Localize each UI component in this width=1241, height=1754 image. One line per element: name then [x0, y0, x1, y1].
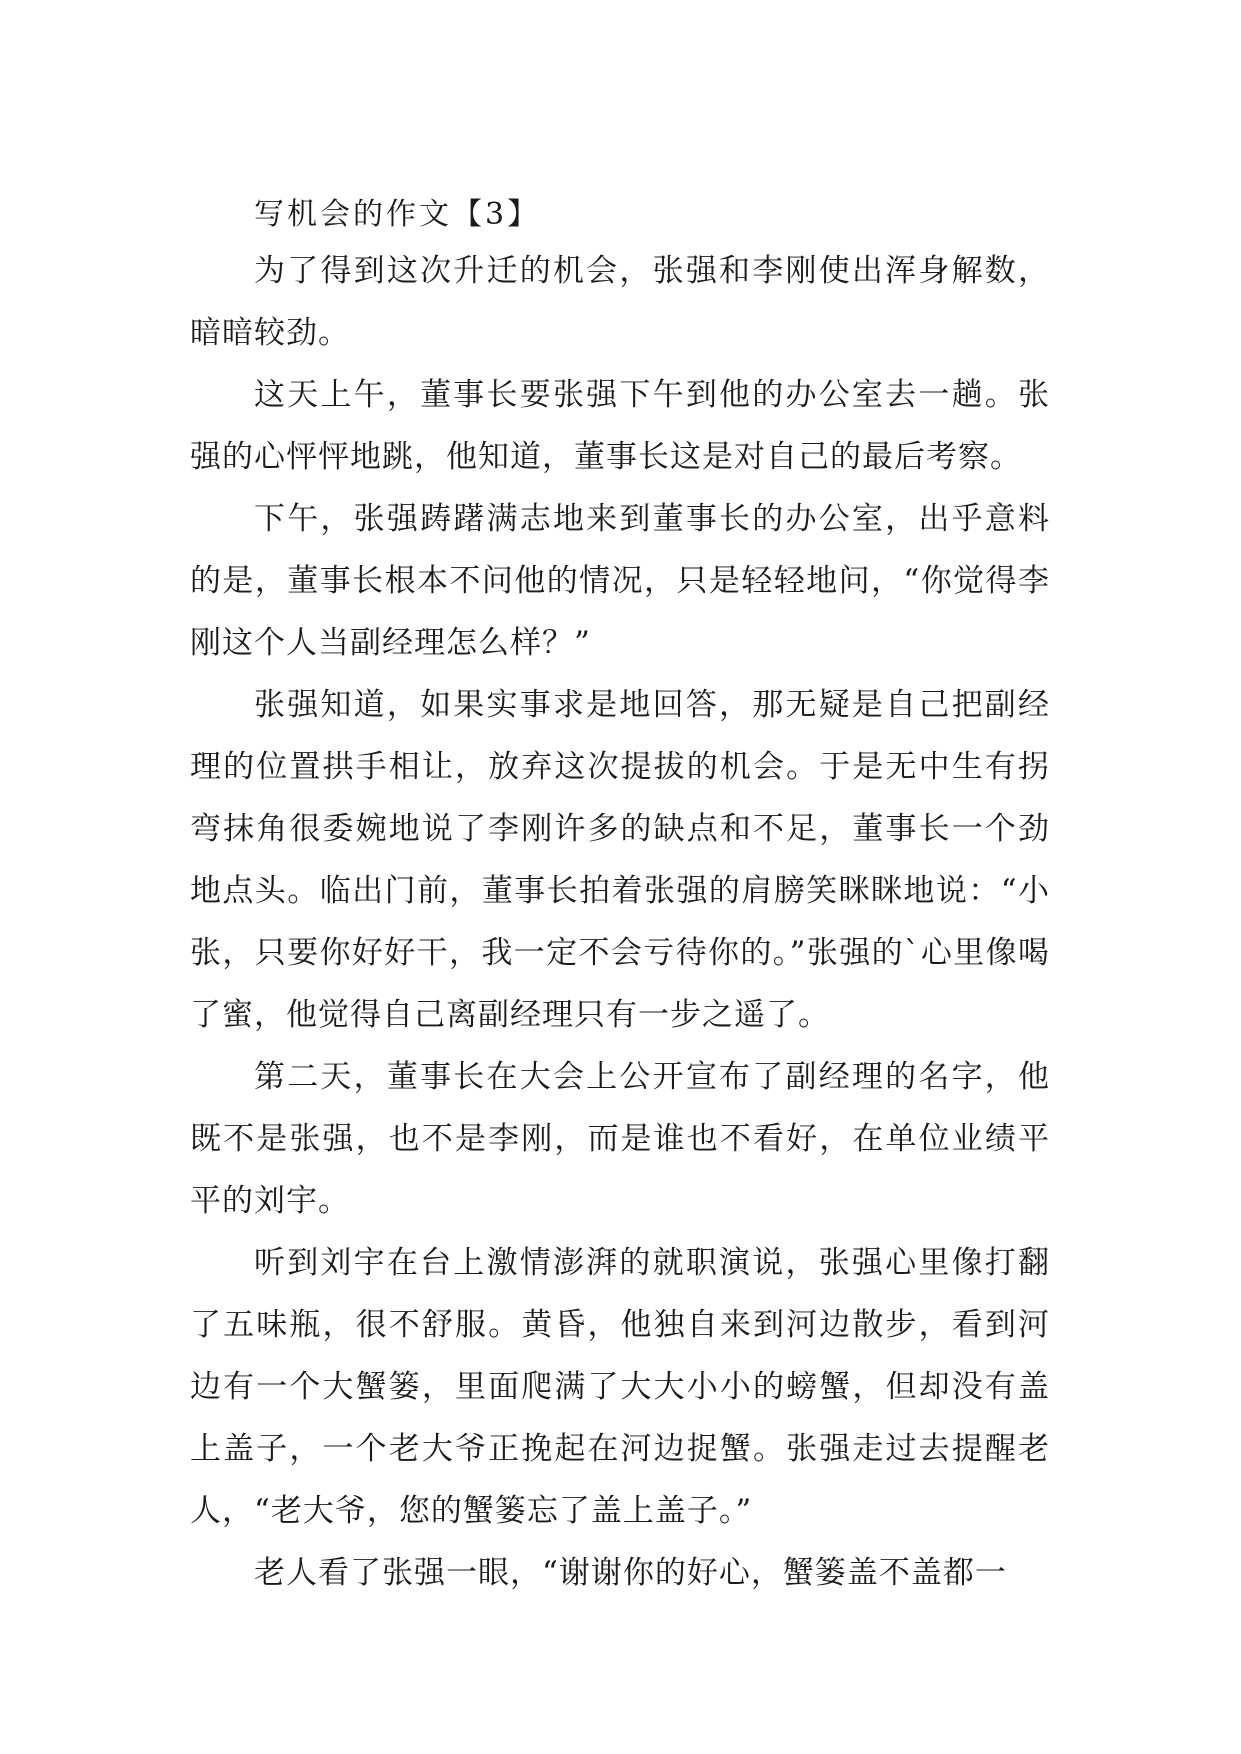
paragraph: 听到刘宇在台上激情澎湃的就职演说，张强心里像打翻了五味瓶，很不舒服。黄昏，他独自来到河边散步，看到河边有一个大蟹篓，里面爬满了大大小小的螃蟹，但却没有盖上盖子，一个老大爷正挽起在河边捉蟹。张强走过去提醒老人，“老大爷，您的蟹篓忘了盖上盖子。”	[190, 1245, 1050, 1529]
paragraph: 下午，张强踌躇满志地来到董事长的办公室，出乎意料的是，董事长根本不问他的情况，只是轻轻地问，“你觉得李刚这个人当副经理怎么样？”	[190, 501, 1050, 661]
paragraph: 这天上午，董事长要张强下午到他的办公室去一趟。张强的心怦怦地跳，他知道，董事长这是对自己的最后考察。	[190, 377, 1050, 475]
document-body	[190, 190, 1050, 1604]
paragraph: 第二天，董事长在大会上公开宣布了副经理的名字，他既不是张强，也不是李刚，而是谁也不看好，在单位业绩平平的刘宇。	[190, 1059, 1050, 1219]
paragraph: 老人看了张强一眼，“谢谢你的好心，蟹篓盖不盖都一	[254, 1555, 1007, 1591]
paragraph: 张强知道，如果实事求是地回答，那无疑是自己把副经理的位置拱手相让，放弃这次提拔的机会。于是无中生有拐弯抹角很委婉地说了李刚许多的缺点和不足，董事长一个劲地点头。临出门前，董事长拍着张强的肩膀笑眯眯地说：“小张，只要你好好干，我一定不会亏待你的。”张强的`心里像喝了蜜，他觉得自己离副经理只有一步之遥了。	[190, 687, 1050, 1033]
paragraph: 为了得到这次升迁的机会，张强和李刚使出浑身解数，暗暗较劲。	[190, 253, 1050, 351]
document-title: 写机会的作文【3】	[254, 197, 541, 232]
